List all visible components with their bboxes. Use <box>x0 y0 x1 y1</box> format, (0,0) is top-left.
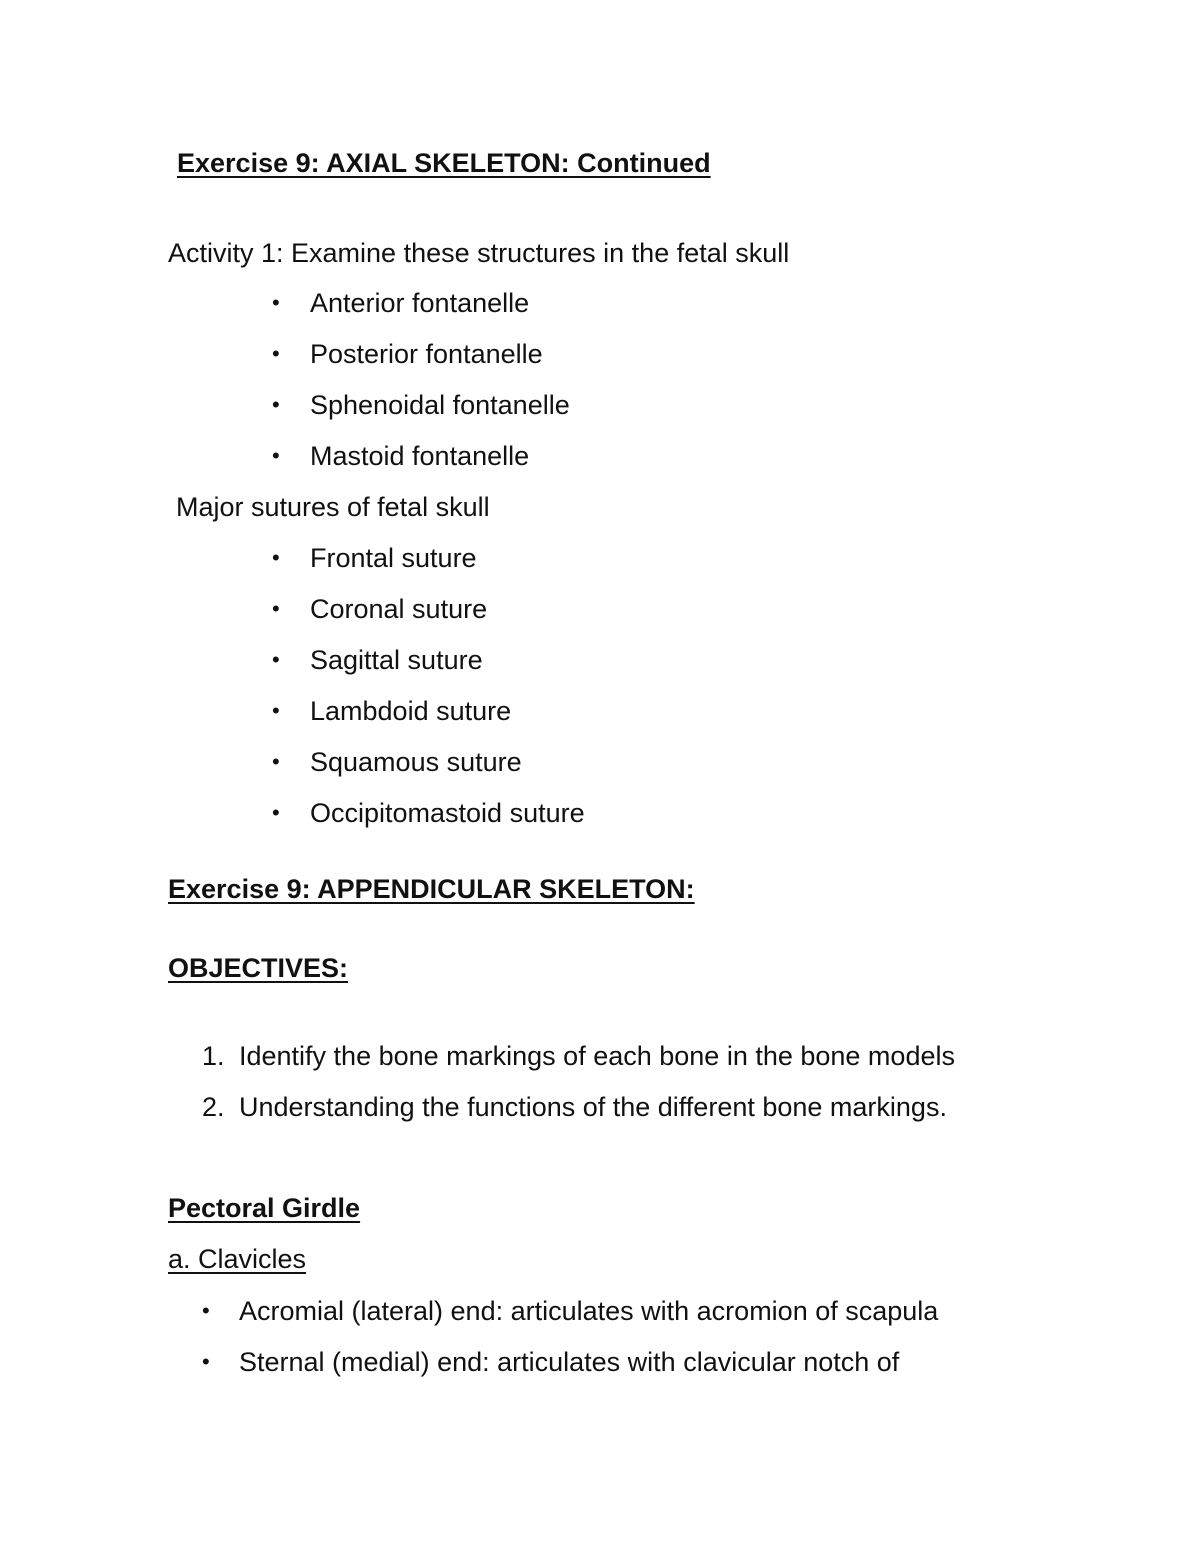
bullet-icon: • <box>272 596 280 621</box>
bullet-icon: • <box>272 545 280 570</box>
bullet-icon: • <box>272 290 280 315</box>
sutures-heading: Major sutures of fetal skull <box>176 492 490 522</box>
bullet-icon: • <box>272 647 280 672</box>
axial-title: Exercise 9: AXIAL SKELETON: Continued <box>177 148 711 178</box>
bullet-icon: • <box>272 341 280 366</box>
list-item-text: Identify the bone markings of each bone in the bone models <box>239 1041 955 1071</box>
activity-text: Activity 1: Examine these structures in the fetal skull <box>168 238 790 268</box>
list-item-text: Posterior fontanelle <box>310 339 543 369</box>
list-item-text: Coronal suture <box>310 594 488 624</box>
list-item-text: Lambdoid suture <box>310 696 512 726</box>
bullet-icon: • <box>272 800 280 825</box>
list-item-text: Occipitomastoid suture <box>310 798 585 828</box>
list-item-text: Squamous suture <box>310 747 522 777</box>
list-item-text: Mastoid fontanelle <box>310 441 530 471</box>
list-item-text: Sagittal suture <box>310 645 483 675</box>
objectives-heading: OBJECTIVES: <box>168 953 349 983</box>
list-item-text: Sphenoidal fontanelle <box>310 390 570 420</box>
list-item-text: Sternal (medial) end: articulates with clavicular notch of <box>239 1347 900 1377</box>
bullet-icon: • <box>272 392 280 417</box>
list-item-text: Understanding the functions of the different bone markings. <box>239 1092 947 1122</box>
list-item-text: Acromial (lateral) end: articulates with acromion of scapula <box>239 1296 939 1326</box>
bullet-icon: • <box>272 749 280 774</box>
bullet-icon: • <box>202 1349 210 1374</box>
list-number: 1. <box>202 1041 225 1071</box>
bullet-icon: • <box>272 443 280 468</box>
list-item-text: Frontal suture <box>310 543 477 573</box>
list-number: 2. <box>202 1092 225 1122</box>
bullet-icon: • <box>202 1298 210 1323</box>
appendicular-title: Exercise 9: APPENDICULAR SKELETON: <box>168 874 695 904</box>
clavicles-heading: a. Clavicles <box>168 1244 307 1274</box>
pectoral-girdle-heading: Pectoral Girdle <box>168 1193 361 1223</box>
bullet-icon: • <box>272 698 280 723</box>
list-item-text: Anterior fontanelle <box>310 288 530 318</box>
